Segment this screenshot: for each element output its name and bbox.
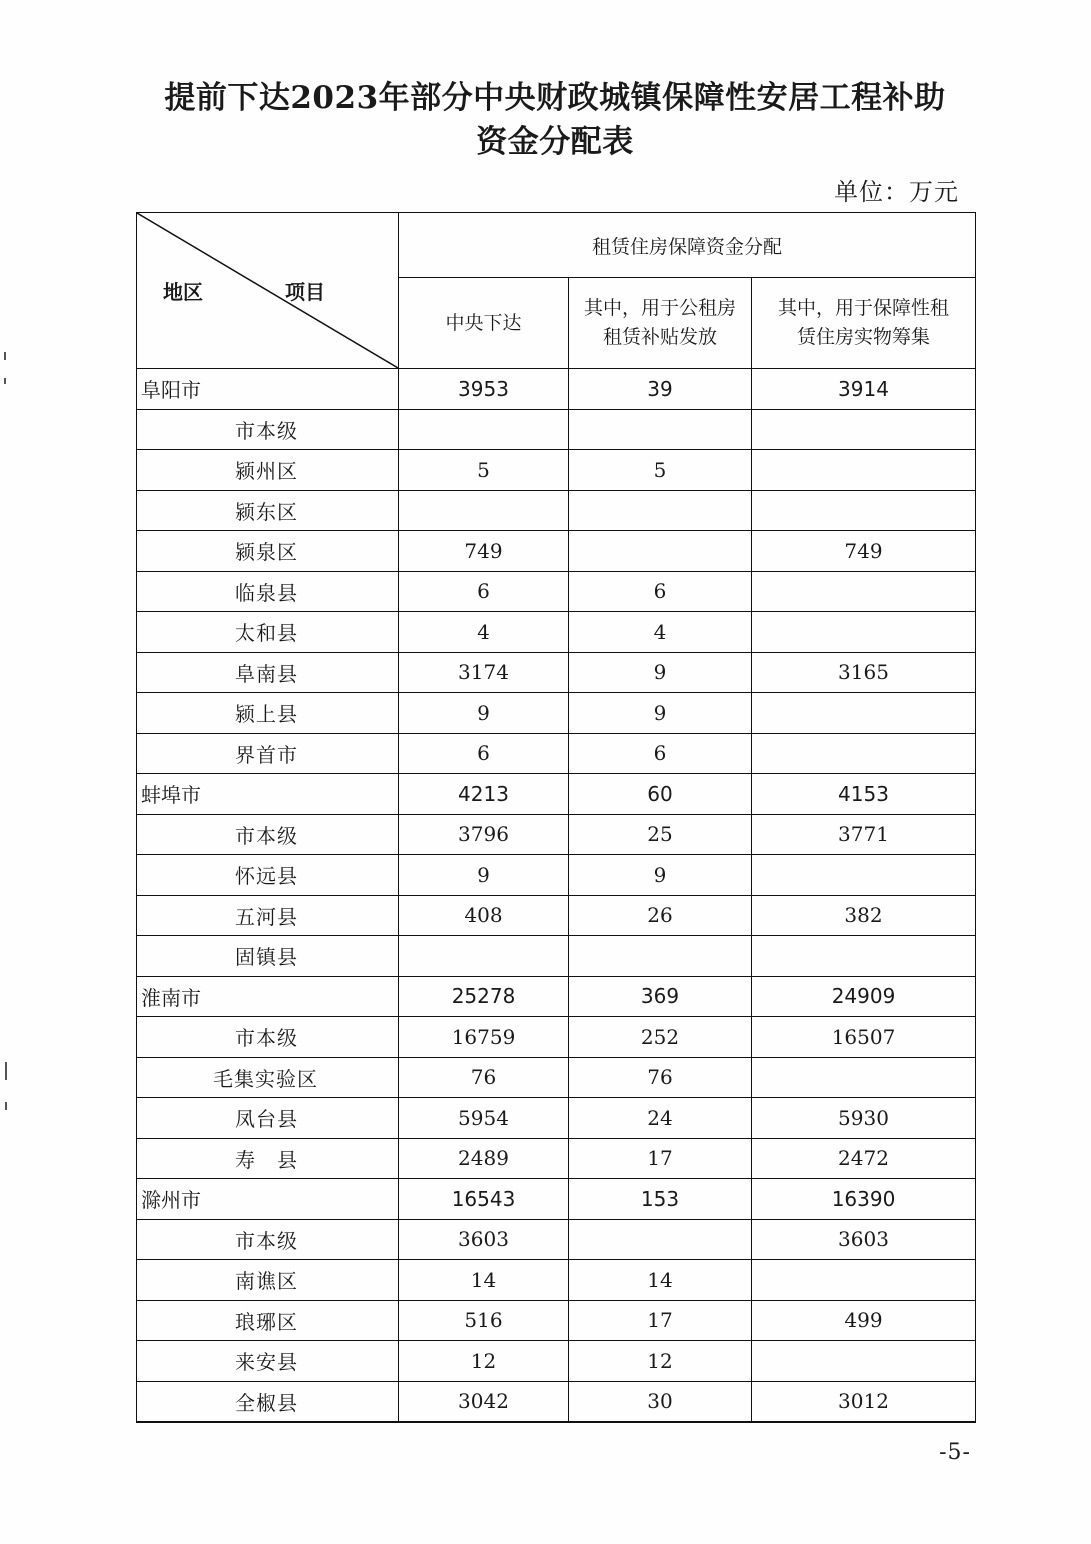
central-amount-cell: 14 [399,1260,569,1301]
table-row [137,1381,976,1422]
physical-housing-cell: 2472 [752,1138,976,1179]
rental-subsidy-cell: 30 [569,1381,752,1422]
city-name-cell: 淮南市 [137,976,399,1017]
physical-housing-cell [752,612,976,653]
physical-housing-cell: 24909 [752,976,976,1017]
rental-subsidy-cell: 24 [569,1098,752,1139]
table-row [137,855,976,896]
central-amount-cell: 5 [399,450,569,491]
district-name-cell: 颍州区 [137,450,399,491]
district-name-cell: 太和县 [137,612,399,653]
physical-housing-cell [752,1057,976,1098]
rental-subsidy-cell: 9 [569,652,752,693]
central-amount-cell: 16543 [399,1179,569,1220]
district-name-cell: 来安县 [137,1341,399,1382]
central-amount-cell: 408 [399,895,569,936]
district-name-cell: 市本级 [137,1219,399,1260]
table-row [137,936,976,977]
central-amount-cell: 4 [399,612,569,653]
city-row [137,774,976,815]
central-amount-cell: 3042 [399,1381,569,1422]
district-name-cell: 市本级 [137,814,399,855]
table-row [137,490,976,531]
central-amount-cell: 9 [399,693,569,734]
physical-housing-cell: 16507 [752,1017,976,1058]
table-row [137,814,976,855]
diagonal-header-cell [137,213,399,369]
rental-subsidy-cell: 12 [569,1341,752,1382]
district-name-cell: 临泉县 [137,571,399,612]
rental-subsidy-cell [569,409,752,450]
document-title [100,76,1010,164]
city-row [137,1179,976,1220]
physical-housing-cell: 382 [752,895,976,936]
physical-housing-cell: 749 [752,531,976,572]
physical-housing-cell [752,490,976,531]
central-amount-cell: 6 [399,733,569,774]
central-amount-cell: 2489 [399,1138,569,1179]
central-amount-cell: 6 [399,571,569,612]
table-row [137,571,976,612]
district-name-cell: 怀远县 [137,855,399,896]
rental-subsidy-cell: 369 [569,976,752,1017]
district-name-cell: 固镇县 [137,936,399,977]
rental-subsidy-cell: 153 [569,1179,752,1220]
city-row [137,369,976,410]
rental-subsidy-header [569,278,752,369]
district-name-cell: 市本级 [137,409,399,450]
rental-subsidy-cell [569,490,752,531]
central-amount-cell: 3796 [399,814,569,855]
scan-margin-mark [4,378,6,384]
rental-subsidy-cell: 25 [569,814,752,855]
district-name-cell: 琅琊区 [137,1300,399,1341]
table-row [137,693,976,734]
physical-housing-cell: 3771 [752,814,976,855]
physical-housing-cell [752,409,976,450]
physical-housing-cell: 499 [752,1300,976,1341]
central-amount-cell: 4213 [399,774,569,815]
rental-subsidy-cell: 6 [569,733,752,774]
district-name-cell: 五河县 [137,895,399,936]
physical-housing-cell: 3603 [752,1219,976,1260]
physical-housing-cell [752,1260,976,1301]
rental-subsidy-cell: 39 [569,369,752,410]
central-amount-cell: 3953 [399,369,569,410]
physical-housing-cell [752,936,976,977]
physical-housing-cell: 16390 [752,1179,976,1220]
page-number: -5- [939,1440,971,1465]
region-header-label: 地区 [163,280,203,304]
table-row [137,1057,976,1098]
physical-housing-cell [752,450,976,491]
table-row [137,409,976,450]
table-row [137,531,976,572]
rental-subsidy-cell [569,1219,752,1260]
scan-margin-mark [4,352,6,360]
district-name-cell: 南谯区 [137,1260,399,1301]
district-name-cell: 颍东区 [137,490,399,531]
physical-housing-cell: 3914 [752,369,976,410]
district-name-cell: 寿 县 [137,1138,399,1179]
table-row [137,1300,976,1341]
central-amount-cell: 12 [399,1341,569,1382]
scan-margin-mark [5,1102,7,1110]
physical-housing-cell [752,693,976,734]
rental-subsidy-cell: 252 [569,1017,752,1058]
rental-subsidy-cell: 17 [569,1300,752,1341]
district-name-cell: 界首市 [137,733,399,774]
unit-label: 单位：万元 [834,178,959,206]
allocation-table [136,212,976,1423]
table-row [137,652,976,693]
district-name-cell: 全椒县 [137,1381,399,1422]
central-allocation-header: 中央下达 [399,278,569,369]
physical-housing-cell: 3012 [752,1381,976,1422]
table-row [137,1260,976,1301]
central-amount-cell: 3603 [399,1219,569,1260]
table-row [137,612,976,653]
table-row [137,1138,976,1179]
city-name-cell: 阜阳市 [137,369,399,410]
rental-subsidy-cell: 9 [569,855,752,896]
central-amount-cell: 749 [399,531,569,572]
table-row [137,1341,976,1382]
rental-subsidy-cell [569,936,752,977]
district-name-cell: 凤台县 [137,1098,399,1139]
physical-housing-cell [752,855,976,896]
district-name-cell: 阜南县 [137,652,399,693]
rental-subsidy-cell: 60 [569,774,752,815]
rental-subsidy-header-line-1: 其中，用于公租房 [583,297,736,319]
central-amount-cell: 9 [399,855,569,896]
table-row [137,733,976,774]
physical-housing-header-line-2: 赁住房实物筹集 [796,326,930,348]
physical-housing-cell [752,733,976,774]
table-row [137,1017,976,1058]
district-name-cell: 颍上县 [137,693,399,734]
city-name-cell: 蚌埠市 [137,774,399,815]
central-amount-cell: 516 [399,1300,569,1341]
central-amount-cell: 5954 [399,1098,569,1139]
rental-subsidy-cell: 76 [569,1057,752,1098]
rental-subsidy-cell: 17 [569,1138,752,1179]
rental-subsidy-header-line-2: 租赁补贴发放 [602,326,717,348]
table-row [137,1219,976,1260]
table-row [137,1098,976,1139]
group-header: 租赁住房保障资金分配 [399,213,976,278]
central-amount-cell: 76 [399,1057,569,1098]
scan-margin-mark [5,1062,7,1080]
district-name-cell: 毛集实验区 [137,1057,399,1098]
rental-subsidy-cell: 4 [569,612,752,653]
physical-housing-cell: 5930 [752,1098,976,1139]
central-amount-cell [399,490,569,531]
rental-subsidy-cell: 14 [569,1260,752,1301]
district-name-cell: 颍泉区 [137,531,399,572]
table-row [137,450,976,491]
physical-housing-cell [752,1341,976,1382]
physical-housing-cell: 4153 [752,774,976,815]
rental-subsidy-cell [569,531,752,572]
physical-housing-cell: 3165 [752,652,976,693]
rental-subsidy-cell: 6 [569,571,752,612]
central-amount-cell: 25278 [399,976,569,1017]
rental-subsidy-cell: 26 [569,895,752,936]
central-amount-cell: 16759 [399,1017,569,1058]
rental-subsidy-cell: 5 [569,450,752,491]
physical-housing-header-line-1: 其中，用于保障性租 [777,297,949,319]
table-header-row [137,213,976,278]
rental-subsidy-cell: 9 [569,693,752,734]
central-amount-cell: 3174 [399,652,569,693]
central-amount-cell [399,409,569,450]
item-header-label: 项目 [285,280,325,304]
physical-housing-cell [752,571,976,612]
district-name-cell: 市本级 [137,1017,399,1058]
table-row [137,895,976,936]
city-row [137,976,976,1017]
title-line-2: 资金分配表 [476,124,634,160]
title-line-1: 提前下达2023年部分中央财政城镇保障性安居工程补助 [164,80,946,116]
physical-housing-header [752,278,976,369]
city-name-cell: 滁州市 [137,1179,399,1220]
central-amount-cell [399,936,569,977]
